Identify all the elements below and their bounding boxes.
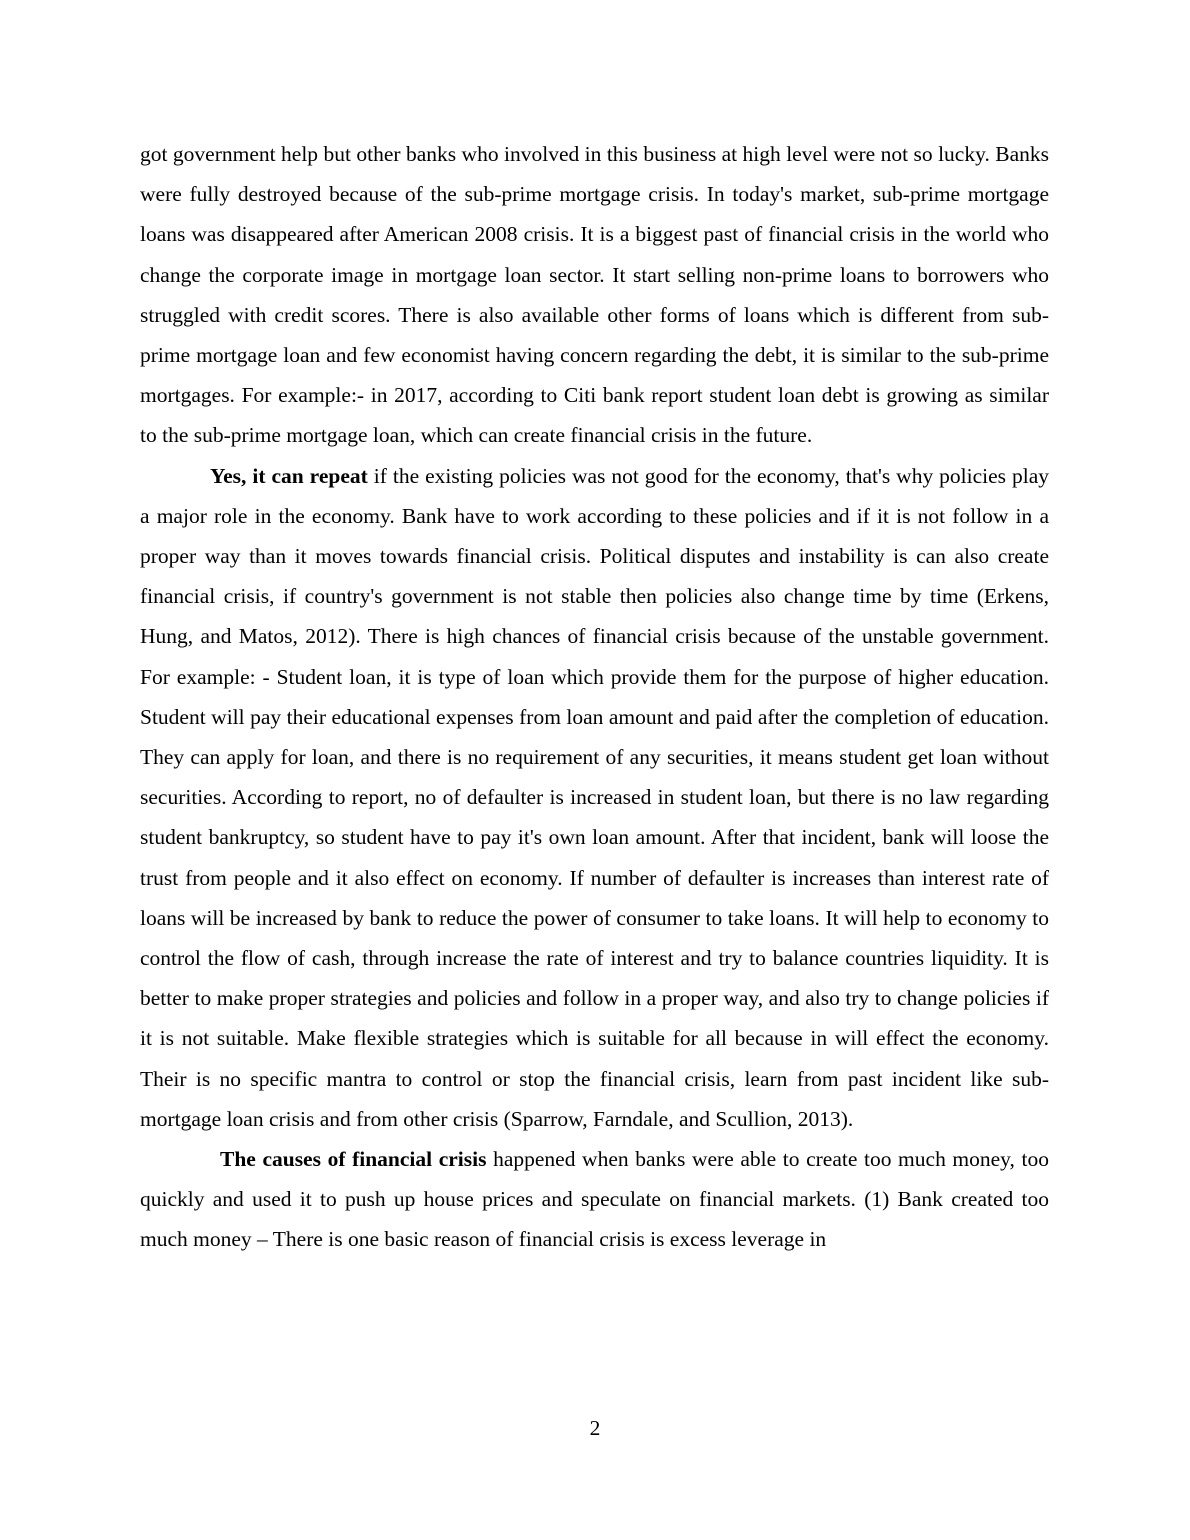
paragraph-lead-bold: The causes of financial crisis	[220, 1147, 487, 1172]
paragraph-lead-bold: Yes, it can repeat	[210, 463, 368, 488]
paragraph-text: if the existing policies was not good for the economy, that's why policies play a major role in the economy. Bank have to work according to these policies and if it is not follow in a proper way than it moves towards financial crisis. Political disputes and instability is can also create financial crisis, if country's government is not stable then policies also change time by time (Erkens, Hung, and Matos, 2012). There is high chances of financial crisis because of the unstable government. For example: - Student loan, it is type of loan which provide them for the purpose of higher education. Student will pay their educational expenses from loan amount and paid after the completion of education. They can apply for loan, and there is no requirement of any securities, it means student get loan without securities. According to report, no of defaulter is increased in student loan, but there is no law regarding student bankruptcy, so student have to pay it's own loan amount. After that incident, bank will loose the trust from people and it also effect on economy. If number of defaulter is increases than interest rate of loans will be increased by bank to reduce the power of consumer to take loans. It will help to economy to control the flow of cash, through increase the rate of interest and try to balance countries liquidity. It is better to make proper strategies and policies and follow in a proper way, and also try to change policies if it is not suitable. Make flexible strategies which is suitable for all because in will effect the economy. Their is no specific mantra to control or stop the financial crisis, learn from past incident like sub-mortgage loan crisis and from other crisis (Sparrow, Farndale, and Scullion, 2013).	[140, 463, 1049, 1131]
paragraph-continued	[140, 134, 1049, 456]
paragraph-yes-it-can-repeat	[140, 456, 1049, 1139]
page-number: 2	[589, 1416, 601, 1440]
paragraph-text: happened when banks were able to create too much money, too quickly and used it to push up house prices and speculate on financial markets. (1) Bank created too much money – There is one basic reason of financial crisis is excess leverage in	[140, 1147, 1049, 1252]
paragraph-text: got government help but other banks who involved in this business at high level were not so lucky. Banks were fully destroyed because of the sub-prime mortgage crisis. In today's market, sub-prime mortgage loans was disappeared after American 2008 crisis. It is a biggest past of financial crisis in the world who change the corporate image in mortgage loan sector. It start selling non-prime loans to borrowers who struggled with credit scores. There is also available other forms of loans which is different from sub-prime mortgage loan and few economist having concern regarding the debt, it is similar to the sub-prime mortgages. For example:- in 2017, according to Citi bank report student loan debt is growing as similar to the sub-prime mortgage loan, which can create financial crisis in the future.	[140, 142, 1049, 448]
paragraph-causes-of-financial-crisis	[140, 1139, 1049, 1260]
body-text	[140, 134, 1049, 1260]
